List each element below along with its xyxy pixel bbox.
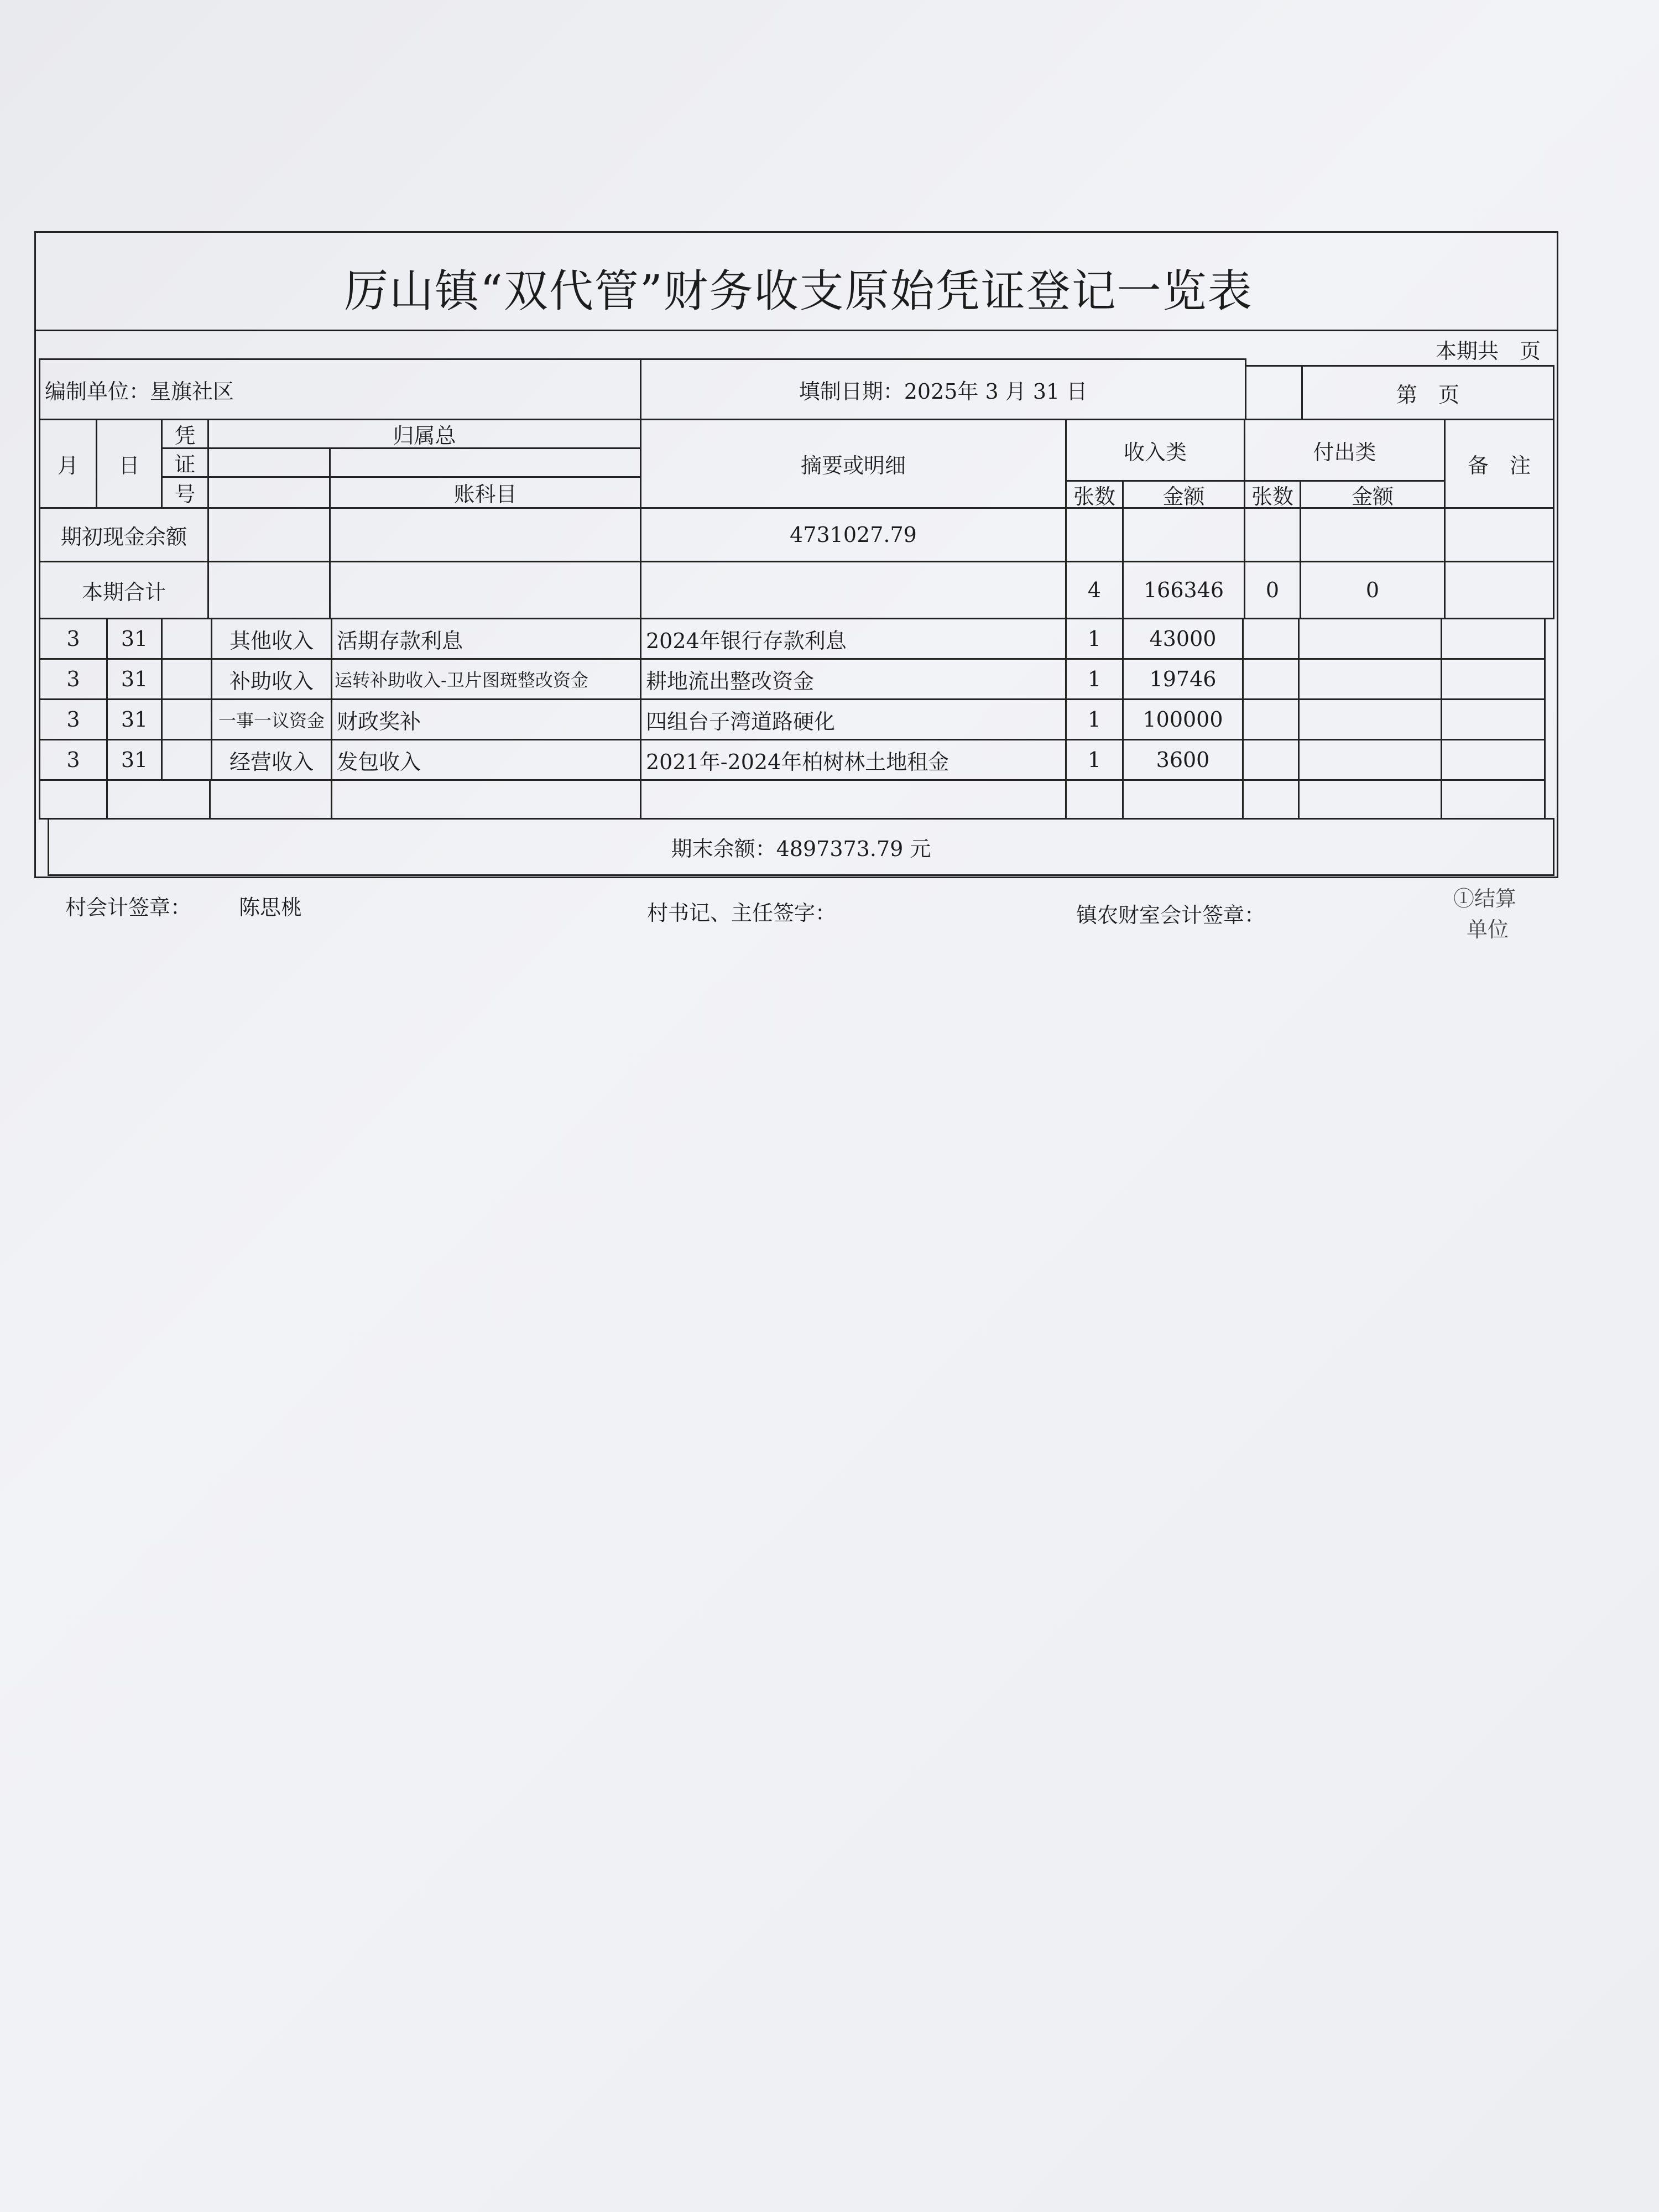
header-expense-count: 张数	[1244, 480, 1301, 509]
period-total-label: 本期合计	[39, 561, 209, 619]
opening-balance-value: 4731027.79	[640, 507, 1067, 562]
row-account: 发包收入	[331, 739, 641, 781]
header-subcell-c	[207, 476, 331, 509]
row-account: 活期存款利息	[331, 618, 641, 660]
row-month: 3	[39, 739, 108, 781]
row-expense-amount	[1298, 739, 1442, 781]
empty-row-cell	[1298, 779, 1442, 820]
row-amount: 3600	[1122, 739, 1244, 781]
empty-row-cell	[106, 779, 211, 820]
title-divider	[34, 330, 1558, 331]
settlement-note-line1: ①结算	[1453, 886, 1517, 911]
empty-row-cell	[1122, 779, 1244, 820]
row-expense-amount	[1298, 618, 1442, 660]
period-blank-1	[207, 561, 331, 619]
row-category: 一事一议资金	[211, 698, 332, 740]
period-blank-4	[1444, 561, 1554, 619]
row-remark	[1441, 618, 1546, 660]
row-account: 运转补助收入-卫片图斑整改资金	[331, 658, 641, 700]
empty-row-cell	[1441, 779, 1546, 820]
row-voucher	[161, 698, 212, 740]
header-remark: 备 注	[1444, 419, 1554, 509]
row-expense-count	[1242, 739, 1300, 781]
empty-row-cell	[640, 779, 1067, 820]
row-summary: 2024年银行存款利息	[640, 618, 1067, 660]
row-month: 3	[39, 618, 108, 660]
header-account: 账科目	[329, 476, 641, 509]
row-remark	[1441, 658, 1546, 700]
row-category: 补助收入	[211, 658, 332, 700]
fill-date-label: 填制日期：2025年 3 月 31 日	[640, 358, 1246, 420]
opening-blank-3	[1065, 507, 1124, 562]
row-amount: 43000	[1122, 618, 1244, 660]
row-category: 经营收入	[211, 739, 332, 781]
row-account: 财政奖补	[331, 698, 641, 740]
row-month: 3	[39, 658, 108, 700]
period-income-count: 4	[1065, 561, 1124, 619]
row-amount: 100000	[1122, 698, 1244, 740]
row-category: 其他收入	[211, 618, 332, 660]
row-expense-count	[1242, 698, 1300, 740]
row-summary: 耕地流出整改资金	[640, 658, 1067, 700]
empty-row-cell	[1242, 779, 1300, 820]
header-voucher-3: 号	[161, 476, 209, 509]
row-remark	[1441, 739, 1546, 781]
row-count: 1	[1065, 698, 1124, 740]
row-day: 31	[106, 739, 163, 781]
row-count: 1	[1065, 658, 1124, 700]
opening-blank-2	[329, 507, 641, 562]
header-category: 归属总	[207, 419, 641, 449]
header-income: 收入类	[1065, 419, 1245, 482]
secretary-label: 村书记、主任签字：	[647, 901, 837, 925]
period-expense-amount: 0	[1300, 561, 1446, 619]
row-count: 1	[1065, 618, 1124, 660]
header-summary: 摘要或明细	[640, 419, 1067, 509]
empty-row-cell	[209, 779, 332, 820]
period-income-amount: 166346	[1122, 561, 1245, 619]
empty-row-cell	[1065, 779, 1124, 820]
page-no-label: 第 页	[1301, 365, 1554, 420]
row-amount: 19746	[1122, 658, 1244, 700]
opening-blank-1	[207, 507, 331, 562]
header-voucher-2: 证	[161, 447, 209, 478]
row-month: 3	[39, 698, 108, 740]
header-subcell-a	[207, 447, 331, 478]
period-blank-2	[329, 561, 641, 619]
opening-blank-7	[1444, 507, 1554, 562]
row-expense-amount	[1298, 658, 1442, 700]
row-expense-count	[1242, 658, 1300, 700]
village-accountant-label: 村会计签章：	[65, 895, 192, 920]
header-subcell-b	[329, 447, 641, 478]
row-day: 31	[106, 698, 163, 740]
header-expense-amount: 金额	[1300, 480, 1446, 509]
row-summary: 2021年-2024年柏树林土地租金	[640, 739, 1067, 781]
row-voucher	[161, 618, 212, 660]
total-pages-label: 本期共 页	[1436, 339, 1541, 363]
empty-row-cell	[331, 779, 641, 820]
opening-balance-label: 期初现金余额	[39, 507, 209, 562]
page-title: 厉山镇“双代管”财务收支原始凭证登记一览表	[344, 265, 1253, 317]
period-expense-count: 0	[1244, 561, 1301, 619]
period-blank-3	[640, 561, 1067, 619]
row-count: 1	[1065, 739, 1124, 781]
settlement-note-line2: 单位	[1467, 917, 1509, 942]
header-income-count: 张数	[1065, 480, 1124, 509]
row-expense-amount	[1298, 698, 1442, 740]
row-voucher	[161, 739, 212, 781]
opening-blank-4	[1122, 507, 1245, 562]
row-expense-count	[1242, 618, 1300, 660]
row-summary: 四组台子湾道路硬化	[640, 698, 1067, 740]
closing-balance: 期末余额：4897373.79 元	[48, 818, 1554, 876]
page-no-spacer	[1245, 365, 1303, 420]
row-day: 31	[106, 618, 163, 660]
header-voucher-1: 凭	[161, 419, 209, 449]
compile-unit-label: 编制单位：星旗社区	[39, 358, 641, 420]
town-accountant-label: 镇农财室会计签章：	[1076, 903, 1266, 927]
header-expense: 付出类	[1244, 419, 1446, 482]
row-voucher	[161, 658, 212, 700]
header-income-amount: 金额	[1122, 480, 1245, 509]
header-day: 日	[96, 419, 163, 509]
row-day: 31	[106, 658, 163, 700]
opening-blank-6	[1300, 507, 1446, 562]
row-remark	[1441, 698, 1546, 740]
accountant-name: 陈思桃	[239, 895, 302, 920]
header-month: 月	[39, 419, 97, 509]
opening-blank-5	[1244, 507, 1301, 562]
empty-row-cell	[39, 779, 108, 820]
